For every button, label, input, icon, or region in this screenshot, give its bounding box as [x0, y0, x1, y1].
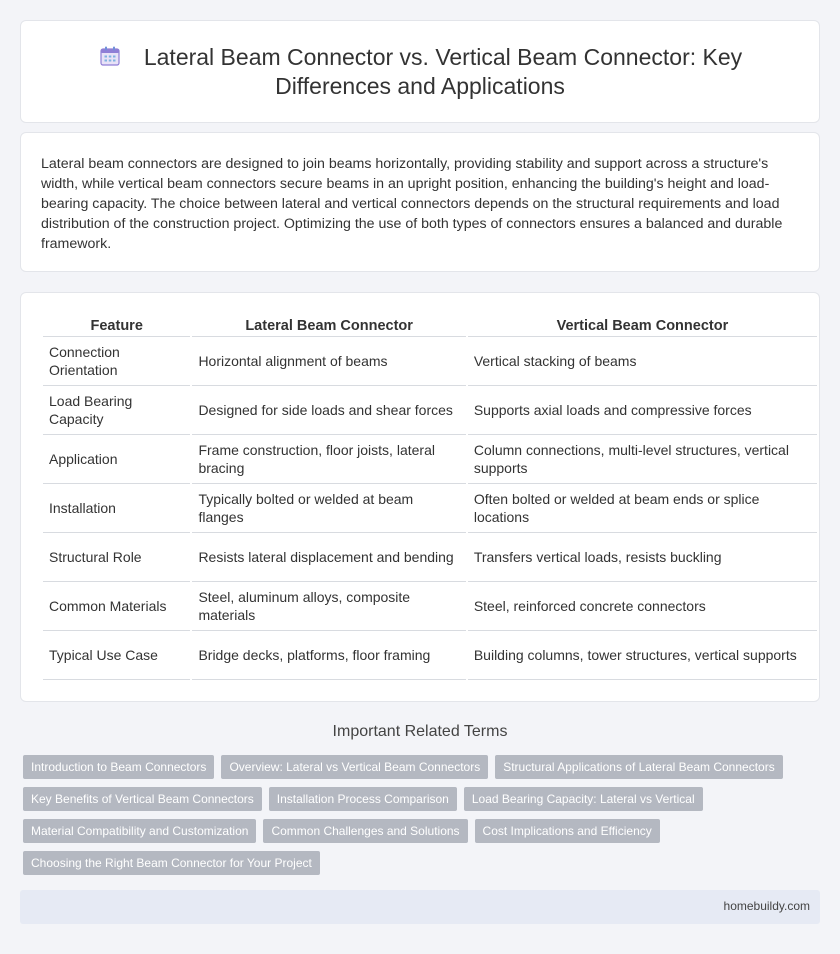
- cell-feature: Typical Use Case: [43, 631, 190, 680]
- table-row: [43, 533, 817, 582]
- cell-lateral: Horizontal alignment of beams: [192, 337, 465, 386]
- footer-site-link[interactable]: homebuildy.com: [723, 899, 810, 913]
- cell-lateral: Resists lateral displacement and bending: [192, 533, 465, 582]
- cell-feature: Structural Role: [43, 533, 190, 582]
- related-term-tag[interactable]: Overview: Lateral vs Vertical Beam Connectors: [221, 755, 488, 779]
- cell-feature: Common Materials: [43, 582, 190, 631]
- related-term-tag[interactable]: Introduction to Beam Connectors: [23, 755, 214, 779]
- related-terms-list: [23, 755, 813, 875]
- related-terms-heading: Important Related Terms: [332, 723, 508, 740]
- table-row: [43, 484, 817, 533]
- cell-lateral: Designed for side loads and shear forces: [192, 386, 465, 435]
- header-vertical: Vertical Beam Connector: [468, 311, 817, 337]
- related-term-tag[interactable]: Choosing the Right Beam Connector for Your Project: [23, 851, 320, 875]
- cell-vertical: Column connections, multi-level structures, vertical supports: [468, 435, 817, 484]
- cell-lateral: Bridge decks, platforms, floor framing: [192, 631, 465, 680]
- related-term-tag[interactable]: Structural Applications of Lateral Beam Connectors: [495, 755, 782, 779]
- page-title: [21, 43, 819, 101]
- cell-feature: Installation: [43, 484, 190, 533]
- table-row: [43, 337, 817, 386]
- intro-card: [20, 132, 820, 272]
- cell-vertical: Vertical stacking of beams: [468, 337, 817, 386]
- table-row: [43, 582, 817, 631]
- calendar-icon: [98, 44, 122, 68]
- header-card: [20, 20, 820, 123]
- related-term-tag[interactable]: Load Bearing Capacity: Lateral vs Vertical: [464, 787, 703, 811]
- cell-lateral: Typically bolted or welded at beam flanges: [192, 484, 465, 533]
- footer: [20, 890, 820, 924]
- intro-paragraph: Lateral beam connectors are designed to join beams horizontally, providing stability and support across a structure's width, while vertical beam connectors secure beams in an upright position, enhancing the building's height and load-bearing capacity. The choice between lateral and vertical connectors depends on the structural requirements and load distribution of the construction project. Optimizing the use of both types of connectors ensures a balanced and durable framework.: [41, 156, 783, 252]
- related-term-tag[interactable]: Installation Process Comparison: [269, 787, 457, 811]
- cell-vertical: Building columns, tower structures, vertical supports: [468, 631, 817, 680]
- table-header-row: [43, 311, 817, 337]
- comparison-table: [41, 311, 819, 680]
- related-term-tag[interactable]: Key Benefits of Vertical Beam Connectors: [23, 787, 262, 811]
- title-line-2: Differences and Applications: [275, 73, 565, 99]
- cell-vertical: Steel, reinforced concrete connectors: [468, 582, 817, 631]
- cell-lateral: Frame construction, floor joists, lateral bracing: [192, 435, 465, 484]
- header-lateral: Lateral Beam Connector: [192, 311, 465, 337]
- cell-feature: Load Bearing Capacity: [43, 386, 190, 435]
- related-term-tag[interactable]: Cost Implications and Efficiency: [475, 819, 660, 843]
- cell-vertical: Supports axial loads and compressive forces: [468, 386, 817, 435]
- cell-feature: Application: [43, 435, 190, 484]
- cell-lateral: Steel, aluminum alloys, composite materials: [192, 582, 465, 631]
- related-term-tag[interactable]: Material Compatibility and Customization: [23, 819, 256, 843]
- cell-feature: Connection Orientation: [43, 337, 190, 386]
- comparison-table-card: [20, 292, 820, 702]
- header-feature: Feature: [43, 311, 190, 337]
- table-row: [43, 631, 817, 680]
- table-row: [43, 435, 817, 484]
- table-row: [43, 386, 817, 435]
- cell-vertical: Transfers vertical loads, resists buckling: [468, 533, 817, 582]
- cell-vertical: Often bolted or welded at beam ends or splice locations: [468, 484, 817, 533]
- title-line-1: Lateral Beam Connector vs. Vertical Beam Connector: Key: [143, 44, 743, 70]
- related-term-tag[interactable]: Common Challenges and Solutions: [263, 819, 467, 843]
